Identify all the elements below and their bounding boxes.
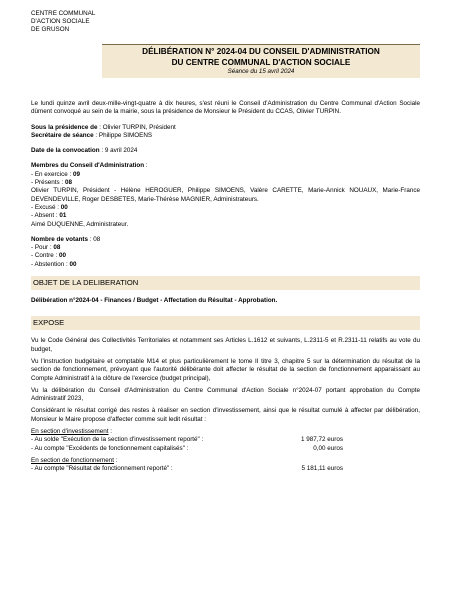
votes-against-value: 00: [59, 252, 67, 260]
members-present: [31, 179, 420, 187]
fonct-row: [31, 465, 420, 473]
invest-row-label: - Au compte "Excédents de fonctionnement capitalisés" :: [31, 444, 189, 452]
president-line: [31, 124, 420, 132]
votes-against-label: - Contre :: [31, 252, 59, 260]
president-label: Sous la présidence de: [31, 123, 98, 131]
expose-paragraph-2: Vu l'instruction budgétaire et comptable M14 et plus particulièrement le tome II titre 3, chapitre 5 sur la détermination du résultat de la section de fonctionnement, prévoyant que l'autorité délibérante doit affecter le résultat de la section de fonctionnement apparaissant au Compte Administratif à la clôture de l'exercice (budget principal),: [31, 357, 420, 382]
president-value: : Olivier TURPIN, Président: [97, 123, 176, 131]
present-label: - Présents :: [31, 179, 65, 187]
expose-paragraph-3: Vu la délibération du Conseil d'Administration du Centre Communal d'Action Sociale n°2024-07 portant approbation du Compte Administratif 2023,: [31, 386, 420, 403]
invest-row-value: 0,00 euros: [313, 444, 343, 452]
excused-label: - Excusé :: [31, 203, 61, 211]
title-line-2: DU CENTRE COMMUNAL D'ACTION SOCIALE: [171, 57, 351, 67]
excused-value: 00: [60, 203, 68, 211]
votes-abstention-label: - Abstention :: [31, 260, 70, 268]
invest-heading: En section d'investissement :: [31, 428, 113, 436]
present-names: Olivier TURPIN, Président - Hélène HEROGUER, Philippe SIMOENS, Valère CARETTE, Marie-Annick NOUAUX, Marie-France DEVENDEVILLE, Roger DESBETES, Marie-Thérèse MAGNIER, Administrateurs.: [31, 187, 420, 203]
expose-paragraph-4: Considérant le résultat corrigé des restes à réaliser en section d'investissement, ainsi que le résultat cumulé à affecter par délibération, Monsieur le Maire propose d'affecter comme suit ledit résultat :: [31, 407, 420, 423]
document-title-box: [102, 44, 420, 78]
convocation-label: Date de la convocation: [31, 147, 100, 155]
org-line: D'ACTION SOCIALE: [31, 18, 90, 26]
fonct-heading-text: En section de fonctionnement: [31, 456, 114, 464]
votes-label: Nombre de votants: [31, 235, 89, 243]
in-office-label: - En exercice :: [31, 170, 73, 178]
object-text-bold: Délibération n°2024-04 - Finances / Budget - Affectation du Résultat - Approbation.: [31, 297, 278, 305]
secretary-label: Secrétaire de séance: [31, 131, 94, 139]
votes-for-value: 08: [53, 244, 61, 252]
absent-label: - Absent :: [31, 212, 60, 220]
absent-value: 01: [59, 212, 67, 220]
absent-names: Aimé DUQUENNE, Administrateur.: [31, 220, 129, 228]
members-excused: [31, 204, 420, 212]
session-date: Séance du 15 avril 2024: [227, 68, 295, 75]
invest-row: [31, 436, 420, 444]
members-label: Membres du Conseil d'Administration: [31, 162, 145, 170]
invest-heading-text: En section d'investissement: [31, 428, 109, 436]
expose-paragraph-1: Vu le Code Général des Collectivités Territoriales et notamment ses Articles L.1612 et suivants, L.2311-5 et R.2311-11 relatifs au vote du budget,: [31, 337, 420, 353]
members-label-suffix: :: [144, 162, 148, 170]
organization-name: [31, 10, 95, 35]
votes-for: [31, 244, 420, 252]
object-text: [31, 297, 420, 305]
org-line: DE GRUSON: [31, 26, 70, 34]
invest-row: [31, 445, 420, 453]
votes-abstention: [31, 261, 420, 269]
votes-against: [31, 252, 420, 260]
document-body: [31, 100, 420, 474]
convocation-value: : 9 avril 2024: [99, 147, 138, 155]
present-value: 08: [64, 179, 72, 187]
votes-abstention-value: 00: [69, 260, 77, 268]
fonct-row-label: - Au compte "Résultat de fonctionnement reporté" :: [31, 465, 173, 473]
in-office-value: 09: [73, 170, 81, 178]
intro-paragraph: Le lundi quinze avril deux-mille-vingt-quatre à dix heures, s'est réuni le Conseil d'Administration du Centre Communal d'Action Sociale dûment convoqué au sein de la mairie, sous la présidence de Monsieur le Président du CCAS, Olivier TURPIN.: [31, 100, 420, 116]
members-in-office: [31, 171, 420, 179]
secretary-value: : Philippe SIMOENS: [93, 131, 153, 139]
votes-value: : 08: [88, 235, 101, 243]
fonct-row-value: 5 181,11 euros: [301, 465, 343, 473]
org-line: CENTRE COMMUNAL: [31, 10, 96, 17]
secretary-line: [31, 132, 420, 140]
members-absent: [31, 212, 420, 220]
convocation-line: [31, 147, 420, 155]
members-heading: [31, 162, 420, 170]
invest-row-label: - Au solde "Exécution de la section d'investissement reporté" :: [31, 436, 204, 444]
object-section-heading: OBJET DE LA DELIBERATION: [31, 276, 420, 290]
expose-section-heading: EXPOSE: [31, 316, 420, 330]
title-line-1: DÉLIBÉRATION N° 2024-04 DU CONSEIL D'ADMINISTRATION: [142, 47, 380, 56]
invest-row-value: 1 987,72 euros: [300, 436, 343, 444]
votes-heading: [31, 236, 420, 244]
fonct-heading: En section de fonctionnement :: [31, 456, 118, 464]
votes-for-label: - Pour :: [31, 244, 54, 252]
